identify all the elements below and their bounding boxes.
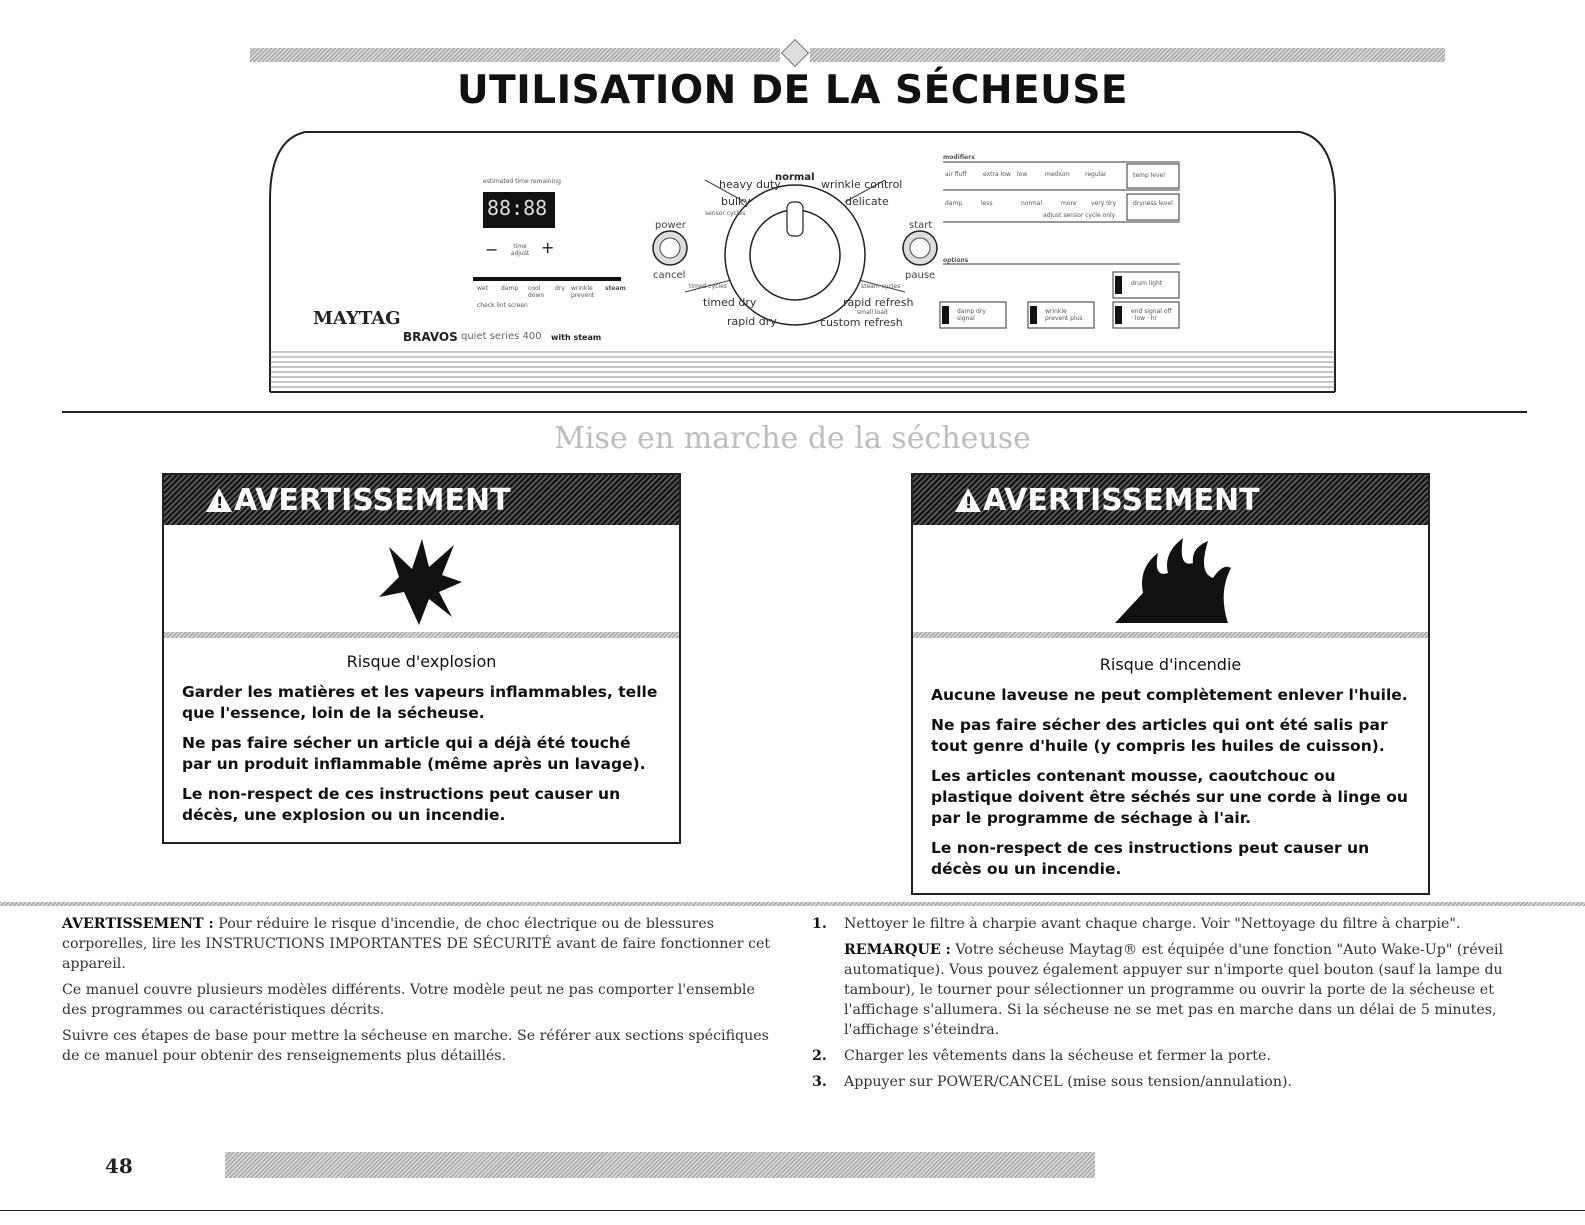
small-load-label: small load xyxy=(857,309,888,316)
bravos-logo: BRAVOS xyxy=(403,330,458,344)
step-item xyxy=(812,914,1524,1040)
status-damp: damp xyxy=(501,285,519,292)
option-damp-dry-signal: damp dry signal xyxy=(957,308,986,322)
footer-rule xyxy=(0,1210,1585,1211)
estimated-time-label: estimated time remaining xyxy=(483,178,561,185)
temp-air-fluff: air fluff xyxy=(945,171,967,178)
time-display: 88:88 xyxy=(487,196,548,220)
warning-paragraph: Le non-respect de ces instructions peut causer un décès ou un incendie. xyxy=(931,839,1370,878)
fire-icon xyxy=(1113,533,1233,625)
status-cool-down: cool down xyxy=(528,285,545,299)
footer-decor-band xyxy=(225,1152,1095,1178)
cycle-rapid-refresh: rapid refresh xyxy=(843,296,914,309)
intro-warning-paragraph xyxy=(62,914,777,974)
cancel-label: cancel xyxy=(653,270,686,281)
warning-header-text: AVERTISSEMENT xyxy=(983,482,1260,518)
cycle-heavy-duty: heavy duty xyxy=(719,178,781,191)
steam-cycles-label: steam cycles xyxy=(861,283,901,290)
warning-header xyxy=(164,475,679,525)
dry-normal: normal xyxy=(1021,200,1043,207)
step-text: Charger les vêtements dans la sécheuse et fermer la porte. xyxy=(844,1048,1271,1064)
warning-paragraph: Ne pas faire sécher des articles qui ont été salis par tout genre d'huile (y compris les huiles de cuisson). xyxy=(931,716,1388,755)
cycle-normal: normal xyxy=(775,172,815,183)
remark xyxy=(844,940,1524,1040)
explosion-icon xyxy=(374,537,464,627)
mid-divider xyxy=(0,902,1585,906)
warning-box-explosion xyxy=(162,473,681,844)
temp-level-button: temp level xyxy=(1133,172,1165,179)
warning-text xyxy=(931,654,1410,889)
check-lint-label: check lint screen xyxy=(477,302,528,309)
cycle-bulky: bulky xyxy=(721,195,751,208)
dryness-level-button: dryness level xyxy=(1133,200,1173,207)
remark-label: REMARQUE : xyxy=(844,942,951,958)
options-label: options xyxy=(943,257,969,264)
section-divider xyxy=(62,411,1527,413)
option-drum-light: drum light xyxy=(1131,280,1163,287)
cycle-delicate: delicate xyxy=(845,195,889,208)
warning-text xyxy=(182,651,661,835)
dry-more: more xyxy=(1061,200,1077,207)
warning-paragraph: Les articles contenant mousse, caoutchouc ou plastique doivent être séchés sur une corde à linge ou par le programme de séchage à l'air. xyxy=(931,767,1408,827)
warning-paragraph: Aucune laveuse ne peut complètement enlever l'huile. xyxy=(931,686,1408,704)
warning-triangle-icon: ! xyxy=(955,488,981,512)
status-wet: wet xyxy=(477,285,488,292)
power-label: power xyxy=(655,220,686,231)
warning-paragraph: Ne pas faire sécher un article qui a déjà été touché par un produit inflammable (même après un lavage). xyxy=(182,734,646,773)
step-item xyxy=(812,1072,1524,1092)
time-plus-button: + xyxy=(541,238,555,257)
adjust-sensor-label: adjust sensor cycle only xyxy=(1043,212,1116,219)
model-series: quiet series 400 xyxy=(461,331,542,342)
warning-triangle-icon: ! xyxy=(206,488,232,512)
step-number: 1. xyxy=(812,916,827,932)
sensor-cycles-label: sensor cycles xyxy=(705,210,746,217)
warning-title: Risque d'explosion xyxy=(346,652,497,671)
panel-outline xyxy=(265,130,1340,390)
modifiers-label: modifiers xyxy=(943,154,975,161)
status-dry: dry xyxy=(555,285,565,292)
status-wrinkle-prevent: wrinkle prevent xyxy=(571,285,595,299)
time-adjust-label: time adjust xyxy=(510,243,530,257)
time-minus-button: − xyxy=(485,240,499,259)
temp-low: low xyxy=(1017,171,1028,178)
cycle-timed-dry: timed dry xyxy=(703,296,757,309)
start-label: start xyxy=(909,220,933,231)
option-wrinkle-prevent-plus: wrinkle prevent plus xyxy=(1045,308,1083,322)
dry-very-dry: very dry xyxy=(1091,200,1116,207)
step-text: Appuyer sur POWER/CANCEL (mise sous tension/annulation). xyxy=(844,1074,1293,1090)
step-item xyxy=(812,1046,1524,1066)
section-heading: Mise en marche de la sécheuse xyxy=(554,421,1031,456)
warning-box-fire xyxy=(911,473,1430,895)
temp-extra-low: extra low xyxy=(983,171,1011,178)
status-steam: steam xyxy=(605,285,626,292)
dry-damp: damp xyxy=(945,200,963,207)
timed-cycles-label: timed cycles xyxy=(689,283,727,290)
step-number: 2. xyxy=(812,1048,827,1064)
intro-paragraph: Suivre ces étapes de base pour mettre la sécheuse en marche. Se référer aux sections spécifiques de ce manuel pour obtenir des renseignements plus détaillés. xyxy=(62,1028,769,1064)
step-text: Nettoyer le filtre à charpie avant chaque charge. Voir "Nettoyage du filtre à charpie". xyxy=(844,916,1461,932)
warning-separator xyxy=(164,632,679,638)
temp-regular: regular xyxy=(1085,171,1107,178)
control-panel-illustration xyxy=(265,130,1340,400)
page-title: UTILISATION DE LA SÉCHEUSE xyxy=(456,68,1129,113)
pause-label: pause xyxy=(905,270,936,281)
temp-medium: medium xyxy=(1045,171,1070,178)
option-end-signal: end signal off · low · hi xyxy=(1131,308,1172,322)
cycle-wrinkle-control: wrinkle control xyxy=(821,178,903,191)
page-number: 48 xyxy=(105,1154,133,1178)
cycle-custom-refresh: custom refresh xyxy=(820,316,903,329)
warning-title: Risque d'incendie xyxy=(1099,655,1242,674)
intro-warning-body: Pour réduire le risque d'incendie, de choc électrique ou de blessures corporelles, lire les INSTRUCTIONS IMPORTANTES DE SÉCURITÉ avant de faire fonctionner cet appareil. xyxy=(62,916,771,972)
remark-body: Votre sécheuse Maytag® est équipée d'une fonction "Auto Wake-Up" (réveil automatique). Vous pouvez également appuyer sur n'importe quel bouton (sauf la lampe du tambour), le tourner pour sélectionner un programme ou ouvrir la porte de la sécheuse et l'affichage s'allumera. Si la sécheuse ne se met pas en marche dans un délai de 5 minutes, l'affichage s'éteindra. xyxy=(844,942,1504,1038)
warning-header xyxy=(913,475,1428,525)
warning-header-text: AVERTISSEMENT xyxy=(234,482,511,518)
step-number: 3. xyxy=(812,1074,827,1090)
dry-less: less xyxy=(981,200,993,207)
warning-paragraph: Garder les matières et les vapeurs inflammables, telle que l'essence, loin de la sécheuse. xyxy=(182,683,658,722)
maytag-logo: MAYTAG xyxy=(313,308,401,329)
steps-column xyxy=(812,914,1524,1098)
warning-separator xyxy=(913,632,1428,638)
cycle-rapid-dry: rapid dry xyxy=(727,315,777,328)
model-suffix: with steam xyxy=(551,333,602,342)
intro-paragraph: Ce manuel couvre plusieurs modèles différents. Votre modèle peut ne pas comporter l'ensemble des programmes ou caractéristiques décrits. xyxy=(62,982,755,1018)
warning-paragraph: Le non-respect de ces instructions peut causer un décès, une explosion ou un incendie. xyxy=(182,785,621,824)
intro-warning-label: AVERTISSEMENT : xyxy=(62,916,214,932)
intro-column xyxy=(62,914,777,1072)
